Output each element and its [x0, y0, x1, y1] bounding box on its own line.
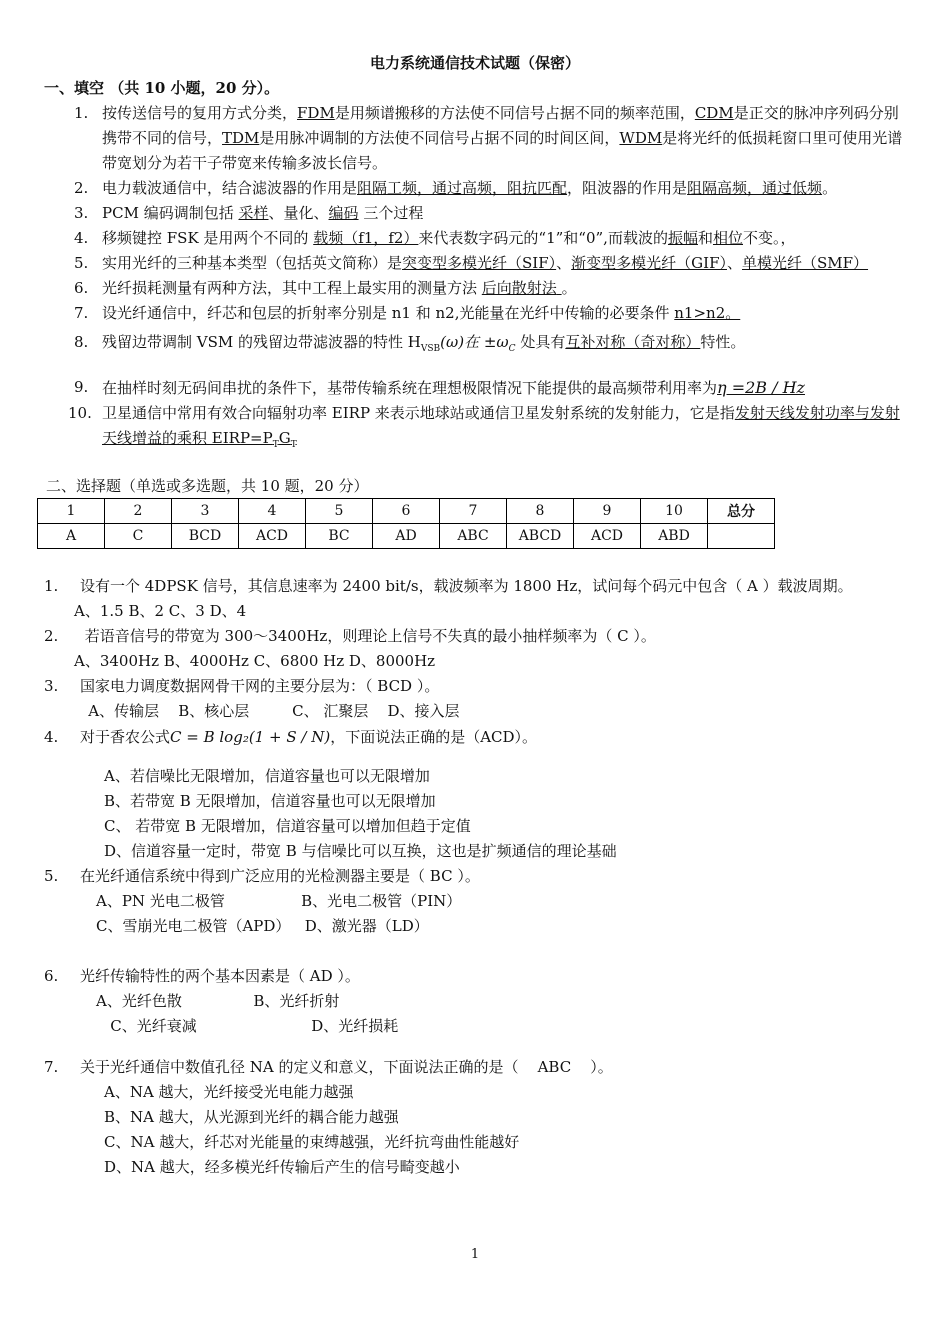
fill-question-5: 5. 实用光纤的三种基本类型（包括英文简称）是突变型多模光纤（SIF）、渐变型多模光纤（GIF）、单模光纤（SMF）: [74, 254, 869, 272]
answer-blank: 载频（f1，f2）: [313, 229, 419, 247]
answer-blank: 发射天线发射功率与发射天线增益的乘积 $EIRP=P_TG_T$: [102, 404, 900, 450]
fill-question-8: 8. 残留边带调制 VSM 的残留边带滤波器的特性 $H_{VSB}(\omega)$在 $\pm\omega_C$ 处具有互补对称（奇对称）特性。: [74, 333, 746, 354]
section-2-heading: 二、选择题（单选或多选题，共 10 题，20 分）: [46, 477, 369, 495]
fill-blank-list: [44, 101, 910, 458]
answer-blank: 突变型多模光纤（SIF）: [402, 254, 557, 272]
page-number: 1: [470, 1247, 480, 1262]
answer-blank: 互补对称（奇对称）: [565, 333, 701, 351]
fill-question-9: 9. 在抽样时刻无码间串扰的条件下，基带传输系统在理想极限情况下能提供的最高频带利用率为η =2B / Hz: [74, 378, 805, 397]
multiple-choice-list: [44, 574, 924, 1180]
mc-question-5: 5. 在光纤通信系统中得到广泛应用的光检测器主要是（ BC ）。 A、PN 光电二极管 B、光电二极管（PIN） C、雪崩光电二极管（APD） D、激光器（LD）: [44, 867, 480, 935]
answer-blank: CDM: [694, 104, 734, 122]
answer-blank: 采样: [238, 204, 269, 222]
answer-table-header-row: 1 2 3 4 5 6 7 8 9 10 总分: [38, 499, 775, 524]
mc-question-2: 2. 若语音信号的带宽为 300～3400Hz，则理论上信号不失真的最小抽样频率为（ C ）。 A、3400Hz B、4000Hz C、6800 Hz D、8000Hz: [44, 627, 656, 670]
answer-blank: FDM: [297, 104, 335, 122]
answer-blank: 编码: [328, 204, 359, 222]
mc-question-3: 3. 国家电力调度数据网骨干网的主要分层为：（ BCD ）。 A、传输层 B、核心层 C、 汇聚层 D、接入层: [44, 677, 460, 720]
answer-blank: WDM: [619, 129, 663, 147]
fill-question-1: 1. 按传送信号的复用方式分类，FDM是用频谱搬移的方法使不同信号占据不同的频率范围，CDM是正交的脉冲序列码分别携带不同的信号，TDM是用脉冲调制的方法使不同信号占据不同的时间区间，WDM是将光纤的低损耗窗口里可使用光谱带宽划分为若干子带宽来传输多波长信号。: [74, 104, 903, 172]
mc-question-1: 1. 设有一个 4DPSK 信号，其信息速率为 2400 bit/s，载波频率为 1800 Hz，试问每个码元中包含（ A ）载波周期。 A、1.5 B、2 C、3 D、4: [44, 577, 853, 620]
answer-blank: 相位: [712, 229, 743, 247]
answer-blank: 阻隔工频，通过高频，阻抗匹配: [357, 179, 568, 197]
shannon-formula: C = B log₂(1 + S / N): [170, 728, 331, 746]
fill-question-3: 3. PCM 编码调制包括 采样、量化、编码 三个过程: [74, 204, 424, 222]
answer-blank: 后向散射法: [481, 279, 557, 297]
answer-blank: n1>n2。: [674, 304, 741, 322]
answer-blank: 渐变型多模光纤（GIF）: [571, 254, 727, 272]
mc-question-4: 4. 对于香农公式C = B log₂(1 + S / N)，下面说法正确的是（ACD）。 A、若信噪比无限增加，信道容量也可以无限增加 B、若带宽 B 无限增加，信道容量也可以无限增加 C、 若带宽 B 无限增加，信道容量可以增加但趋于定值 D、信道容量一定时，带宽 B 与信噪比可以互换，这也是扩频通信的理论基础: [44, 728, 617, 860]
fill-question-2: 2. 电力载波通信中，结合滤波器的作用是阻隔工频，通过高频，阻抗匹配，阻波器的作用是阻隔高频，通过低频。: [74, 179, 838, 197]
section-1-heading: 一、填空 （共 10 小题，20 分）。: [44, 79, 280, 97]
answer-blank: 振幅: [667, 229, 698, 247]
page-title: 电力系统通信技术试题（保密）: [369, 54, 580, 72]
fill-question-10: 10. 卫星通信中常用有效合向辐射功率 EIRP 来表示地球站或通信卫星发射系统的发射能力，它是指发射天线发射功率与发射天线增益的乘积 $EIRP=P_TG_T$: [68, 404, 900, 450]
fill-question-6: 6. 光纤损耗测量有两种方法，其中工程上最实用的测量方法 后向散射法 。: [74, 279, 577, 297]
answer-blank: η =2B / Hz: [717, 378, 805, 397]
fill-question-7: 7. 设光纤通信中，纤芯和包层的折射率分别是 n1 和 n2,光能量在光纤中传输的必要条件 n1>n2。: [74, 304, 741, 322]
answer-table-answer-row: A C BCD ACD BC AD ABC ABCD ACD ABD: [38, 524, 775, 549]
answer-blank: 阻隔高频，通过低频: [687, 179, 823, 197]
mc-question-7: 7. 关于光纤通信中数值孔径 NA 的定义和意义，下面说法正确的是（ ABC ）。 A、NA 越大，光纤接受光电能力越强 B、NA 越大，从光源到光纤的耦合能力越强 C、NA 越大，纤芯对光能量的束缚越强，光纤抗弯曲性能越好 D、NA 越大，经多模光纤传输后产生的信号畸变越小: [44, 1058, 613, 1176]
answer-blank: TDM: [222, 129, 260, 147]
fill-question-4: 4. 移频键控 FSK 是用两个不同的 载频（f1，f2）来代表数字码元的“1”和“0”,而载波的振幅和相位不变。，: [74, 229, 796, 247]
mc-question-6: 6. 光纤传输特性的两个基本因素是（ AD ）。 A、光纤色散 B、光纤折射 C、光纤衰减 D、光纤损耗: [44, 967, 399, 1035]
answer-table: [37, 498, 775, 549]
answer-blank: 单模光纤（SMF）: [742, 254, 869, 272]
